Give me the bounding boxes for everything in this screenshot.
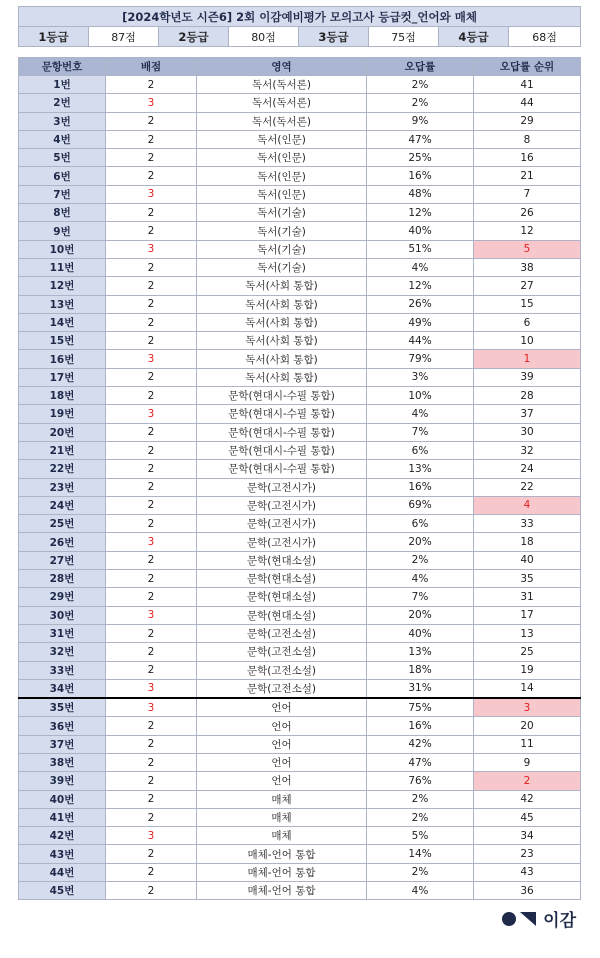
points-cell: 3 [106, 827, 197, 845]
points-cell: 2 [106, 167, 197, 185]
area-cell: 독서(독서론) [197, 76, 367, 94]
error-rank-cell: 6 [474, 313, 581, 331]
error-rank-cell: 9 [474, 753, 581, 771]
points-cell: 3 [106, 350, 197, 368]
error-rate-cell: 13% [367, 460, 474, 478]
table-row [19, 277, 581, 295]
question-number-cell: 6번 [19, 167, 106, 185]
error-rate-cell: 26% [367, 295, 474, 313]
points-cell: 2 [106, 863, 197, 881]
table-row [19, 423, 581, 441]
points-cell: 2 [106, 222, 197, 240]
area-cell: 문학(현대소설) [197, 606, 367, 624]
error-rank-cell: 21 [474, 167, 581, 185]
header-points: 배점 [106, 58, 197, 76]
grade-3-label: 3등급 [299, 27, 369, 47]
points-cell: 2 [106, 387, 197, 405]
error-rank-cell: 3 [474, 698, 581, 717]
table-row [19, 313, 581, 331]
question-number-cell: 22번 [19, 460, 106, 478]
table-row [19, 167, 581, 185]
logo-triangle-icon [520, 912, 536, 926]
points-cell: 2 [106, 845, 197, 863]
error-rate-cell: 7% [367, 423, 474, 441]
points-cell: 2 [106, 368, 197, 386]
error-rank-cell: 28 [474, 387, 581, 405]
error-rate-cell: 4% [367, 570, 474, 588]
table-row [19, 551, 581, 569]
question-number-cell: 3번 [19, 112, 106, 130]
table-row [19, 753, 581, 771]
question-number-cell: 5번 [19, 149, 106, 167]
error-rate-cell: 47% [367, 753, 474, 771]
question-number-cell: 30번 [19, 606, 106, 624]
error-rate-cell: 10% [367, 387, 474, 405]
question-number-cell: 4번 [19, 130, 106, 148]
table-row [19, 790, 581, 808]
points-cell: 2 [106, 332, 197, 350]
table-row [19, 460, 581, 478]
table-row [19, 643, 581, 661]
error-rank-cell: 23 [474, 845, 581, 863]
area-cell: 언어 [197, 753, 367, 771]
table-row [19, 258, 581, 276]
error-rank-cell: 14 [474, 679, 581, 698]
area-cell: 문학(고전소설) [197, 643, 367, 661]
error-rank-cell: 24 [474, 460, 581, 478]
error-rank-cell: 37 [474, 405, 581, 423]
grade-1-label: 1등급 [19, 27, 89, 47]
area-cell: 문학(현대소설) [197, 588, 367, 606]
question-number-cell: 2번 [19, 94, 106, 112]
question-number-cell: 25번 [19, 515, 106, 533]
table-row [19, 405, 581, 423]
error-rank-cell: 4 [474, 496, 581, 514]
grade-4-score: 68점 [509, 27, 581, 47]
report-title: [2024학년도 시즌6] 2회 이감예비평가 모의고사 등급컷_언어와 매체 [19, 7, 581, 27]
question-number-cell: 33번 [19, 661, 106, 679]
table-row [19, 679, 581, 698]
area-cell: 문학(현대시-수필 통합) [197, 441, 367, 459]
error-rate-cell: 51% [367, 240, 474, 258]
error-rank-cell: 20 [474, 717, 581, 735]
area-cell: 독서(인문) [197, 185, 367, 203]
table-row [19, 94, 581, 112]
error-rank-cell: 8 [474, 130, 581, 148]
question-number-cell: 24번 [19, 496, 106, 514]
table-row [19, 185, 581, 203]
points-cell: 2 [106, 295, 197, 313]
question-number-cell: 42번 [19, 827, 106, 845]
grade-cut-table [18, 6, 581, 47]
error-rate-cell: 75% [367, 698, 474, 717]
table-row [19, 606, 581, 624]
question-number-cell: 15번 [19, 332, 106, 350]
table-row [19, 478, 581, 496]
table-row [19, 332, 581, 350]
error-rate-cell: 25% [367, 149, 474, 167]
area-cell: 문학(현대시-수필 통합) [197, 423, 367, 441]
error-rank-cell: 30 [474, 423, 581, 441]
table-row [19, 130, 581, 148]
error-rank-cell: 29 [474, 112, 581, 130]
question-number-cell: 12번 [19, 277, 106, 295]
error-rank-cell: 40 [474, 551, 581, 569]
error-rank-cell: 38 [474, 258, 581, 276]
question-number-cell: 28번 [19, 570, 106, 588]
error-rank-cell: 2 [474, 772, 581, 790]
grade-1-score: 87점 [89, 27, 159, 47]
table-row [19, 533, 581, 551]
points-cell: 2 [106, 790, 197, 808]
area-cell: 독서(기술) [197, 204, 367, 222]
area-cell: 매체-언어 통합 [197, 863, 367, 881]
points-cell: 2 [106, 661, 197, 679]
grade-2-label: 2등급 [159, 27, 229, 47]
question-number-cell: 8번 [19, 204, 106, 222]
points-cell: 2 [106, 753, 197, 771]
table-row [19, 240, 581, 258]
points-cell: 3 [106, 606, 197, 624]
question-number-cell: 26번 [19, 533, 106, 551]
error-rate-cell: 2% [367, 76, 474, 94]
area-cell: 독서(인문) [197, 130, 367, 148]
error-rate-cell: 16% [367, 478, 474, 496]
error-rate-cell: 12% [367, 204, 474, 222]
question-number-cell: 20번 [19, 423, 106, 441]
grade-cut-report [18, 6, 580, 900]
table-row [19, 882, 581, 900]
area-cell: 매체-언어 통합 [197, 882, 367, 900]
error-rank-cell: 39 [474, 368, 581, 386]
error-rate-cell: 4% [367, 258, 474, 276]
area-cell: 독서(기술) [197, 222, 367, 240]
area-cell: 독서(기술) [197, 258, 367, 276]
grade-4-label: 4등급 [439, 27, 509, 47]
table-row [19, 149, 581, 167]
header-error-rate: 오답률 [367, 58, 474, 76]
table-row [19, 76, 581, 94]
header-question-number: 문항번호 [19, 58, 106, 76]
points-cell: 2 [106, 112, 197, 130]
points-cell: 2 [106, 570, 197, 588]
points-cell: 2 [106, 496, 197, 514]
area-cell: 독서(사회 통합) [197, 368, 367, 386]
points-cell: 2 [106, 277, 197, 295]
error-rank-cell: 22 [474, 478, 581, 496]
points-cell: 2 [106, 478, 197, 496]
area-cell: 문학(현대소설) [197, 570, 367, 588]
spacer [18, 47, 580, 57]
error-rank-cell: 25 [474, 643, 581, 661]
ee-gam-logo [502, 906, 576, 931]
points-cell: 2 [106, 551, 197, 569]
error-rate-cell: 2% [367, 94, 474, 112]
table-row [19, 661, 581, 679]
error-rank-cell: 13 [474, 624, 581, 642]
area-cell: 독서(인문) [197, 149, 367, 167]
table-row [19, 808, 581, 826]
area-cell: 문학(현대시-수필 통합) [197, 387, 367, 405]
error-rank-cell: 27 [474, 277, 581, 295]
error-rate-cell: 6% [367, 441, 474, 459]
area-cell: 매체 [197, 790, 367, 808]
question-number-cell: 21번 [19, 441, 106, 459]
error-rate-cell: 7% [367, 588, 474, 606]
area-cell: 독서(독서론) [197, 94, 367, 112]
area-cell: 독서(사회 통합) [197, 332, 367, 350]
points-cell: 3 [106, 698, 197, 717]
error-rate-cell: 40% [367, 222, 474, 240]
table-row [19, 698, 581, 717]
error-rate-cell: 13% [367, 643, 474, 661]
points-cell: 3 [106, 533, 197, 551]
table-row [19, 624, 581, 642]
question-number-cell: 11번 [19, 258, 106, 276]
question-number-cell: 7번 [19, 185, 106, 203]
points-cell: 2 [106, 515, 197, 533]
points-cell: 2 [106, 204, 197, 222]
area-cell: 문학(고전소설) [197, 679, 367, 698]
table-row [19, 735, 581, 753]
error-rank-cell: 18 [474, 533, 581, 551]
error-rate-cell: 76% [367, 772, 474, 790]
table-row [19, 570, 581, 588]
question-number-cell: 29번 [19, 588, 106, 606]
area-cell: 언어 [197, 735, 367, 753]
question-number-cell: 37번 [19, 735, 106, 753]
error-rank-cell: 34 [474, 827, 581, 845]
points-cell: 2 [106, 772, 197, 790]
question-number-cell: 36번 [19, 717, 106, 735]
question-number-cell: 41번 [19, 808, 106, 826]
error-rank-cell: 1 [474, 350, 581, 368]
area-cell: 문학(고전시가) [197, 533, 367, 551]
points-cell: 2 [106, 258, 197, 276]
error-rank-cell: 16 [474, 149, 581, 167]
points-cell: 2 [106, 149, 197, 167]
header-error-rank: 오답률 순위 [474, 58, 581, 76]
question-number-cell: 35번 [19, 698, 106, 717]
table-row [19, 441, 581, 459]
table-row [19, 772, 581, 790]
error-rank-cell: 10 [474, 332, 581, 350]
error-rate-cell: 16% [367, 717, 474, 735]
grade-3-score: 75점 [369, 27, 439, 47]
question-number-cell: 44번 [19, 863, 106, 881]
points-cell: 2 [106, 624, 197, 642]
table-row [19, 515, 581, 533]
error-rank-cell: 17 [474, 606, 581, 624]
error-rate-cell: 2% [367, 551, 474, 569]
area-cell: 독서(기술) [197, 240, 367, 258]
points-cell: 2 [106, 588, 197, 606]
error-rate-cell: 6% [367, 515, 474, 533]
error-rank-cell: 15 [474, 295, 581, 313]
area-cell: 매체-언어 통합 [197, 845, 367, 863]
error-rate-cell: 18% [367, 661, 474, 679]
error-rate-cell: 79% [367, 350, 474, 368]
points-cell: 2 [106, 460, 197, 478]
points-cell: 2 [106, 643, 197, 661]
error-rank-cell: 11 [474, 735, 581, 753]
table-row [19, 222, 581, 240]
error-rank-cell: 12 [474, 222, 581, 240]
table-row [19, 588, 581, 606]
area-cell: 문학(고전시가) [197, 496, 367, 514]
area-cell: 독서(독서론) [197, 112, 367, 130]
error-rank-cell: 7 [474, 185, 581, 203]
error-rate-cell: 14% [367, 845, 474, 863]
error-rate-cell: 16% [367, 167, 474, 185]
table-row [19, 204, 581, 222]
error-rank-cell: 41 [474, 76, 581, 94]
area-cell: 언어 [197, 772, 367, 790]
error-rank-cell: 43 [474, 863, 581, 881]
area-cell: 독서(사회 통합) [197, 350, 367, 368]
area-cell: 문학(고전소설) [197, 661, 367, 679]
error-rate-cell: 31% [367, 679, 474, 698]
error-rate-cell: 47% [367, 130, 474, 148]
error-rate-cell: 4% [367, 405, 474, 423]
points-cell: 3 [106, 240, 197, 258]
question-stats-table [18, 57, 581, 900]
error-rate-cell: 4% [367, 882, 474, 900]
error-rate-cell: 42% [367, 735, 474, 753]
points-cell: 3 [106, 94, 197, 112]
question-number-cell: 16번 [19, 350, 106, 368]
error-rate-cell: 44% [367, 332, 474, 350]
error-rate-cell: 3% [367, 368, 474, 386]
error-rank-cell: 26 [474, 204, 581, 222]
question-number-cell: 1번 [19, 76, 106, 94]
table-row [19, 295, 581, 313]
question-number-cell: 10번 [19, 240, 106, 258]
question-rows [19, 76, 581, 900]
question-number-cell: 34번 [19, 679, 106, 698]
area-cell: 독서(사회 통합) [197, 277, 367, 295]
error-rate-cell: 20% [367, 606, 474, 624]
area-cell: 매체 [197, 808, 367, 826]
points-cell: 2 [106, 808, 197, 826]
table-row [19, 717, 581, 735]
question-number-cell: 14번 [19, 313, 106, 331]
table-row [19, 387, 581, 405]
question-number-cell: 9번 [19, 222, 106, 240]
error-rank-cell: 32 [474, 441, 581, 459]
points-cell: 2 [106, 130, 197, 148]
question-number-cell: 19번 [19, 405, 106, 423]
error-rate-cell: 40% [367, 624, 474, 642]
area-cell: 독서(인문) [197, 167, 367, 185]
table-row [19, 496, 581, 514]
points-cell: 2 [106, 76, 197, 94]
question-number-cell: 23번 [19, 478, 106, 496]
table-row [19, 845, 581, 863]
points-cell: 2 [106, 717, 197, 735]
table-row [19, 112, 581, 130]
table-row [19, 827, 581, 845]
error-rate-cell: 49% [367, 313, 474, 331]
area-cell: 문학(고전시가) [197, 478, 367, 496]
question-number-cell: 43번 [19, 845, 106, 863]
error-rank-cell: 42 [474, 790, 581, 808]
error-rank-cell: 33 [474, 515, 581, 533]
question-number-cell: 31번 [19, 624, 106, 642]
question-number-cell: 13번 [19, 295, 106, 313]
area-cell: 문학(현대시-수필 통합) [197, 405, 367, 423]
question-number-cell: 18번 [19, 387, 106, 405]
question-number-cell: 17번 [19, 368, 106, 386]
area-cell: 문학(현대소설) [197, 551, 367, 569]
question-number-cell: 38번 [19, 753, 106, 771]
error-rank-cell: 35 [474, 570, 581, 588]
error-rank-cell: 19 [474, 661, 581, 679]
error-rank-cell: 45 [474, 808, 581, 826]
question-number-cell: 40번 [19, 790, 106, 808]
error-rate-cell: 69% [367, 496, 474, 514]
table-row [19, 350, 581, 368]
table-row [19, 368, 581, 386]
area-cell: 문학(고전소설) [197, 624, 367, 642]
points-cell: 3 [106, 405, 197, 423]
error-rank-cell: 44 [474, 94, 581, 112]
question-number-cell: 45번 [19, 882, 106, 900]
logo-text: 이감 [543, 911, 576, 931]
points-cell: 2 [106, 735, 197, 753]
area-cell: 독서(사회 통합) [197, 295, 367, 313]
points-cell: 3 [106, 679, 197, 698]
points-cell: 2 [106, 441, 197, 459]
error-rate-cell: 2% [367, 790, 474, 808]
area-cell: 독서(사회 통합) [197, 313, 367, 331]
error-rank-cell: 31 [474, 588, 581, 606]
points-cell: 2 [106, 882, 197, 900]
area-cell: 문학(현대시-수필 통합) [197, 460, 367, 478]
error-rate-cell: 20% [367, 533, 474, 551]
error-rate-cell: 2% [367, 808, 474, 826]
points-cell: 3 [106, 185, 197, 203]
area-cell: 매체 [197, 827, 367, 845]
error-rate-cell: 48% [367, 185, 474, 203]
error-rate-cell: 5% [367, 827, 474, 845]
grade-2-score: 80점 [229, 27, 299, 47]
area-cell: 언어 [197, 698, 367, 717]
question-number-cell: 27번 [19, 551, 106, 569]
area-cell: 문학(고전시가) [197, 515, 367, 533]
error-rate-cell: 2% [367, 863, 474, 881]
table-row [19, 863, 581, 881]
error-rate-cell: 9% [367, 112, 474, 130]
points-cell: 2 [106, 313, 197, 331]
logo-dot-icon [502, 912, 516, 926]
error-rate-cell: 12% [367, 277, 474, 295]
error-rank-cell: 5 [474, 240, 581, 258]
area-cell: 언어 [197, 717, 367, 735]
question-number-cell: 39번 [19, 772, 106, 790]
points-cell: 2 [106, 423, 197, 441]
header-area: 영역 [197, 58, 367, 76]
question-number-cell: 32번 [19, 643, 106, 661]
error-rank-cell: 36 [474, 882, 581, 900]
